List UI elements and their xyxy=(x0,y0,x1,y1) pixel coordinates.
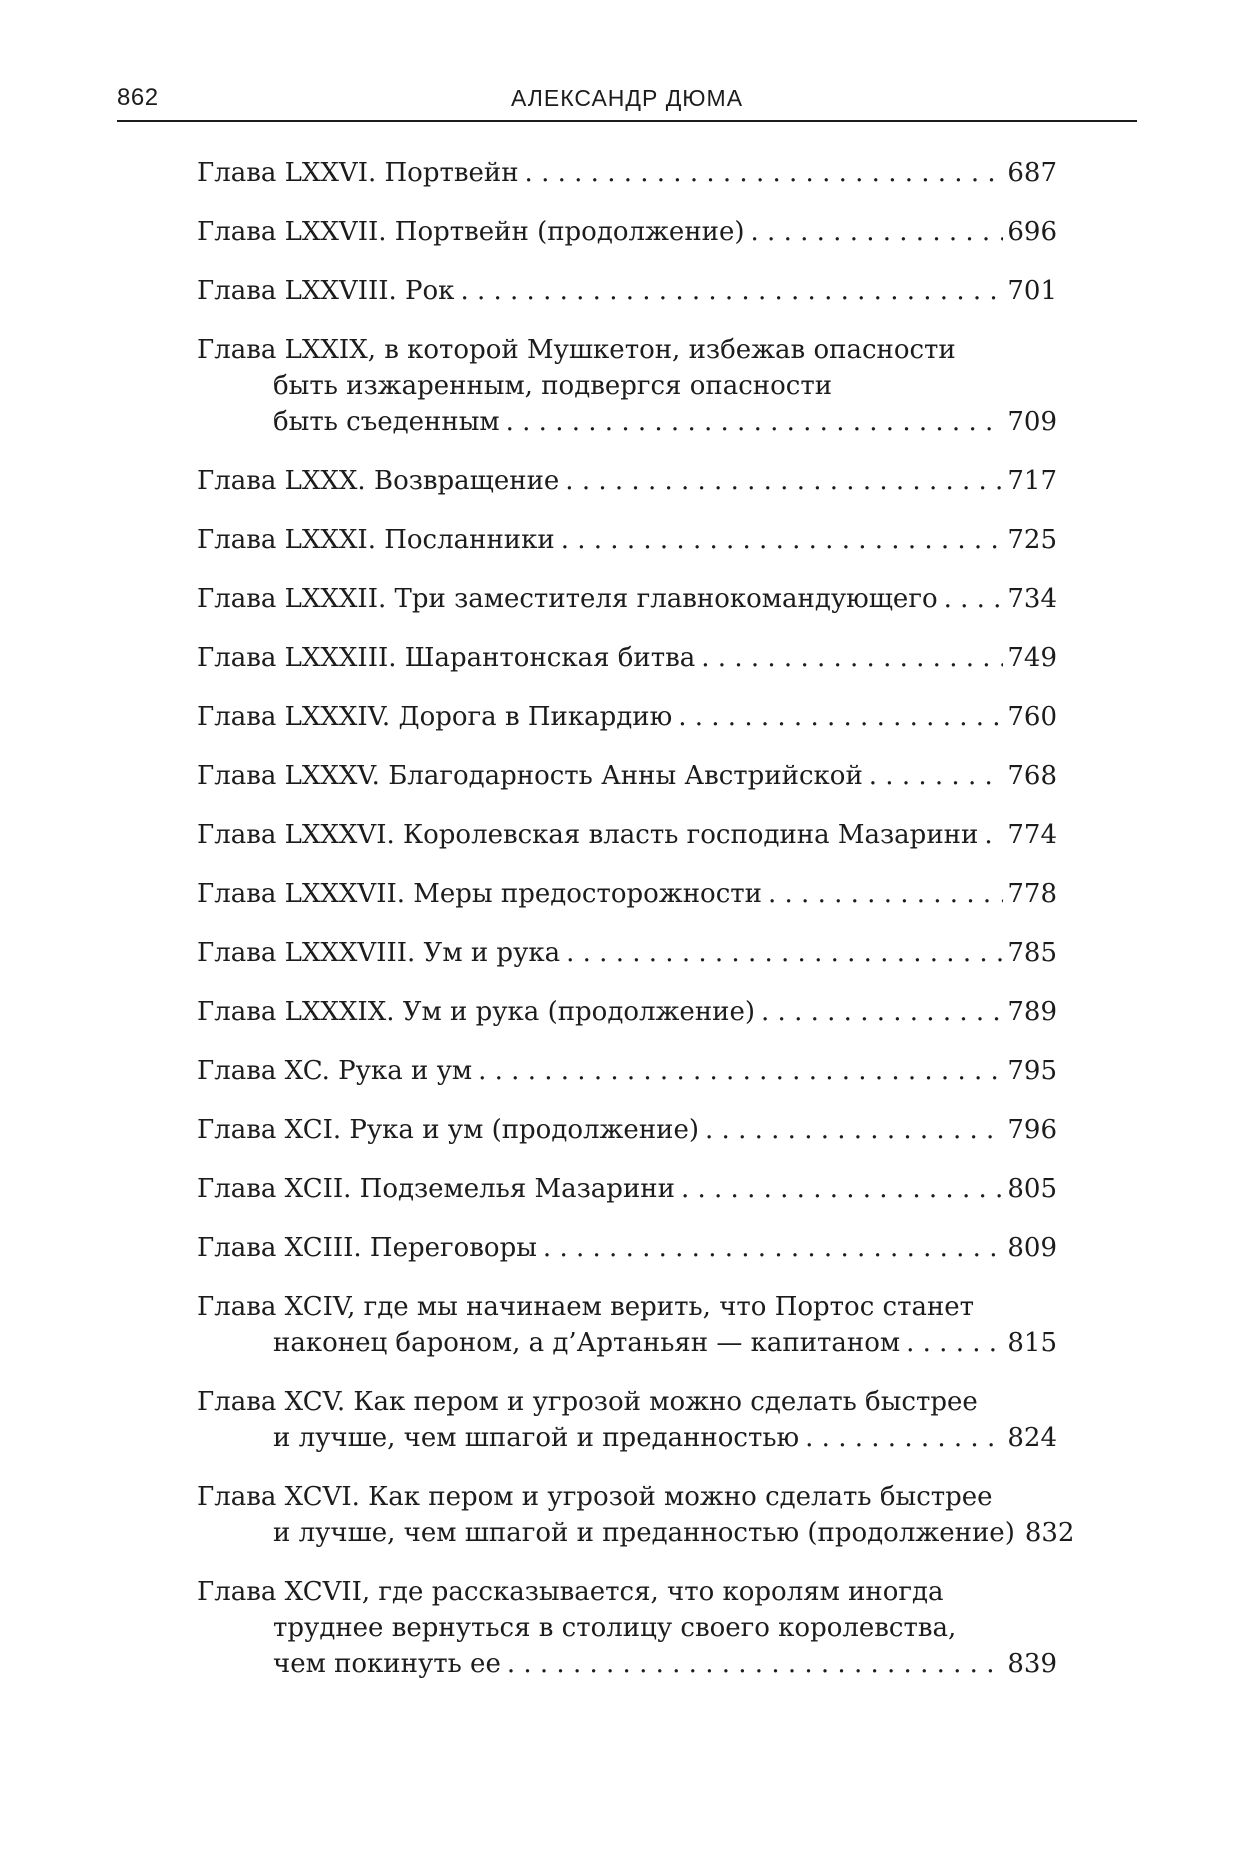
toc-entry xyxy=(197,876,1057,912)
toc-entry xyxy=(197,1574,1057,1682)
toc-entry-title-line: Глава LXXX. Возвращение xyxy=(197,466,560,496)
toc-entry-title-line: Глава LXXVII. Портвейн (продолжение) xyxy=(197,217,745,247)
toc-entry-line xyxy=(197,1646,1057,1682)
toc-entry-title-line: Глава LXXVIII. Рок xyxy=(197,276,455,306)
toc-entry-line xyxy=(197,214,1057,250)
toc-entry xyxy=(197,463,1057,499)
toc-page-number: 696 xyxy=(1007,217,1057,247)
toc-entry-line xyxy=(197,1171,1057,1207)
toc-page-number: 687 xyxy=(1007,158,1057,188)
toc-entry-title-line: Глава LXXXV. Благодарность Анны Австрийской xyxy=(197,761,863,791)
toc-page-number: 734 xyxy=(1007,584,1057,614)
dot-leader xyxy=(869,758,1004,794)
toc-entry-line xyxy=(197,994,1057,1030)
toc-entry-title-line: быть изжаренным, подвергся опасности xyxy=(273,371,833,401)
toc-entry-line xyxy=(197,1053,1057,1089)
toc-entry-title-line: Глава XCVII, где рассказывается, что королям иногда xyxy=(197,1577,944,1607)
toc-entry-title-line: чем покинуть ее xyxy=(273,1649,501,1679)
toc-entry-line xyxy=(197,273,1057,309)
toc-entry xyxy=(197,640,1057,676)
toc-page-number: 701 xyxy=(1007,276,1057,306)
dot-leader xyxy=(478,1053,1003,1089)
dot-leader xyxy=(681,1171,1003,1207)
toc-entry-title-line: Глава LXXXIX. Ум и рука (продолжение) xyxy=(197,997,756,1027)
toc-entry-title-line: наконец бароном, а д’Артаньян — капитаном xyxy=(273,1328,901,1358)
dot-leader xyxy=(805,1420,1003,1456)
dot-leader xyxy=(507,1646,1004,1682)
toc-entry-title-line: Глава XCII. Подземелья Мазарини xyxy=(197,1174,675,1204)
toc-entry xyxy=(197,1112,1057,1148)
toc-entry xyxy=(197,1479,1075,1551)
running-title: АЛЕКСАНДР ДЮМА xyxy=(510,85,744,111)
dot-leader xyxy=(984,817,1003,853)
toc-entry xyxy=(197,1053,1057,1089)
toc-entry-title-line: Глава LXXXVI. Королевская власть господина Мазарини xyxy=(197,820,979,850)
toc-entry xyxy=(197,214,1057,250)
toc-page-number: 717 xyxy=(1007,466,1057,496)
page-number: 862 xyxy=(117,84,159,111)
toc-entry-title-line: Глава XCIV, где мы начинаем верить, что Портос станет xyxy=(197,1292,975,1322)
toc-page-number: 815 xyxy=(1007,1328,1057,1358)
dot-leader xyxy=(506,404,1004,440)
dot-leader xyxy=(565,463,1003,499)
dot-leader xyxy=(543,1230,1003,1266)
toc-entry-line xyxy=(197,935,1057,971)
toc-entry xyxy=(197,332,1057,440)
toc-page-number: 809 xyxy=(1007,1233,1057,1263)
toc-page-number: 795 xyxy=(1007,1056,1057,1086)
toc-page-number: 839 xyxy=(1007,1649,1057,1679)
toc-entry xyxy=(197,581,1057,617)
dot-leader xyxy=(768,876,1003,912)
toc-entry-line xyxy=(197,404,1057,440)
dot-leader xyxy=(678,699,1003,735)
toc-entry-line xyxy=(197,699,1057,735)
dot-leader xyxy=(761,994,1003,1030)
toc-entry-line xyxy=(197,758,1057,794)
toc-page-number: 725 xyxy=(1007,525,1057,555)
toc-entry-line xyxy=(197,1420,1057,1456)
dot-leader xyxy=(566,935,1003,971)
toc-entry-title-line: Глава XC. Рука и ум xyxy=(197,1056,473,1086)
dot-leader xyxy=(944,581,1004,617)
toc-page-number: 832 xyxy=(1024,1518,1075,1548)
toc-entry-title-line: Глава XCV. Как пером и угрозой можно сделать быстрее xyxy=(197,1387,978,1417)
toc-entry-line xyxy=(197,817,1057,853)
toc-entry-title-line: Глава LXXVI. Портвейн xyxy=(197,158,519,188)
toc-page-number: 785 xyxy=(1007,938,1057,968)
table-of-contents xyxy=(197,155,1075,1705)
toc-entry-line xyxy=(197,1325,1057,1361)
toc-entry-title-line: быть съеденным xyxy=(273,407,500,437)
dot-leader xyxy=(460,273,1003,309)
toc-entry-line xyxy=(197,1230,1057,1266)
toc-page-number: 774 xyxy=(1007,820,1057,850)
toc-entry xyxy=(197,1289,1057,1361)
toc-entry xyxy=(197,522,1057,558)
toc-page-number: 760 xyxy=(1007,702,1057,732)
toc-entry xyxy=(197,994,1057,1030)
toc-entry xyxy=(197,1230,1057,1266)
toc-entry-title-line: Глава XCVI. Как пером и угрозой можно сделать быстрее xyxy=(197,1482,993,1512)
dot-leader xyxy=(705,1112,1003,1148)
toc-entry xyxy=(197,273,1057,309)
toc-page-number: 749 xyxy=(1007,643,1057,673)
dot-leader xyxy=(561,522,1004,558)
toc-entry xyxy=(197,817,1057,853)
toc-entry-line xyxy=(197,581,1057,617)
toc-entry-title-line: Глава XCIII. Переговоры xyxy=(197,1233,537,1263)
toc-entry-title-line: Глава LXXXIII. Шарантонская битва xyxy=(197,643,696,673)
toc-page-number: 768 xyxy=(1007,761,1057,791)
toc-page-number: 824 xyxy=(1007,1423,1057,1453)
dot-leader xyxy=(701,640,1003,676)
toc-entry-line xyxy=(197,155,1057,191)
toc-entry-title-line: Глава LXXXIV. Дорога в Пикардию xyxy=(197,702,673,732)
toc-page-number: 805 xyxy=(1007,1174,1057,1204)
toc-entry xyxy=(197,1171,1057,1207)
toc-entry-title-line: Глава XCI. Рука и ум (продолжение) xyxy=(197,1115,700,1145)
toc-entry-title-line: Глава LXXXVII. Меры предосторожности xyxy=(197,879,762,909)
toc-entry-title-line: Глава LXXXVIII. Ум и рука xyxy=(197,938,561,968)
toc-entry-line xyxy=(197,463,1057,499)
toc-entry-title-line: Глава LXXXI. Посланники xyxy=(197,525,555,555)
toc-entry-line xyxy=(197,1515,1075,1551)
toc-page-number: 789 xyxy=(1007,997,1057,1027)
toc-entry-line xyxy=(197,522,1057,558)
dot-leader xyxy=(751,214,1004,250)
dot-leader xyxy=(906,1325,1003,1361)
toc-entry-title-line: труднее вернуться в столицу своего королевства, xyxy=(273,1613,957,1643)
running-header xyxy=(117,82,1137,122)
toc-entry xyxy=(197,935,1057,971)
toc-entry-line xyxy=(197,876,1057,912)
dot-leader xyxy=(525,155,1004,191)
toc-entry-title-line: и лучше, чем шпагой и преданностью (продолжение) xyxy=(273,1518,1015,1548)
toc-page-number: 796 xyxy=(1007,1115,1057,1145)
toc-page-number: 778 xyxy=(1007,879,1057,909)
toc-entry-title-line: Глава LXXIX, в которой Мушкетон, избежав опасности xyxy=(197,335,956,365)
toc-entry xyxy=(197,155,1057,191)
toc-page-number: 709 xyxy=(1007,407,1057,437)
toc-entry-line xyxy=(197,640,1057,676)
toc-entry-line xyxy=(197,1112,1057,1148)
toc-entry-title-line: Глава LXXXII. Три заместителя главнокомандующего xyxy=(197,584,938,614)
toc-entry xyxy=(197,699,1057,735)
toc-entry-title-line: и лучше, чем шпагой и преданностью xyxy=(273,1423,800,1453)
toc-entry xyxy=(197,1384,1057,1456)
toc-entry xyxy=(197,758,1057,794)
